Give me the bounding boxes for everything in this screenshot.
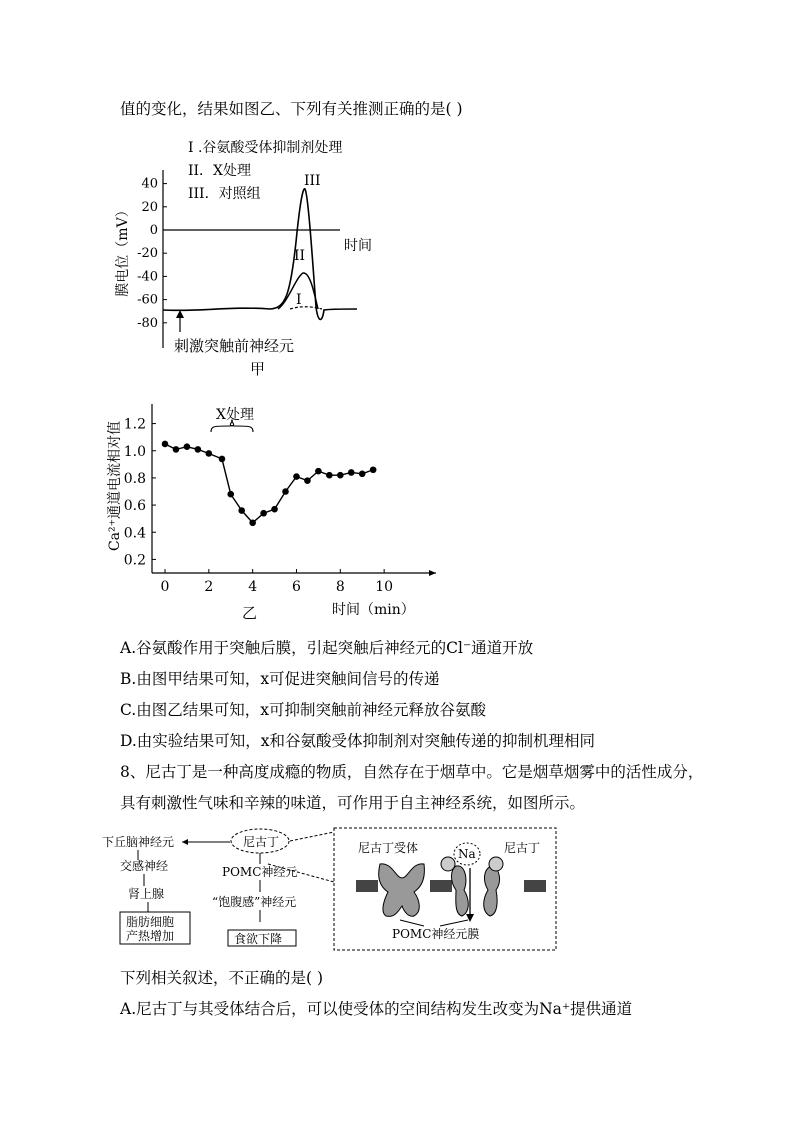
data-point <box>162 441 169 448</box>
y-tick-label: -40 <box>137 269 158 285</box>
data-point <box>337 472 344 479</box>
y-axis-label: Ca²⁺通道电流相对值 <box>107 420 123 552</box>
x-axis-arrow <box>429 570 436 576</box>
data-point <box>206 450 213 457</box>
legend-item-2: II．X处理 <box>188 163 252 179</box>
question8-followup: 下列相关叙述，不正确的是( ) <box>120 969 324 987</box>
curve-label-I: I <box>296 292 302 308</box>
y-tick-label: -20 <box>137 246 158 262</box>
receptor-right-b <box>484 866 500 916</box>
data-line <box>165 444 373 523</box>
x-tick-label: 8 <box>335 579 345 595</box>
figure-caption-yi: 乙 <box>242 604 258 622</box>
data-point <box>293 473 300 480</box>
fat-line1: 脂肪细胞 <box>126 915 175 929</box>
x-tick-label: 0 <box>160 579 170 595</box>
nicotine2-label: 尼古丁 <box>504 841 541 855</box>
receptor-label: 尼古丁受体 <box>358 841 419 855</box>
y-tick-label: -80 <box>137 315 158 331</box>
y-tick-label: 40 <box>141 176 158 192</box>
data-point <box>173 446 180 453</box>
data-point <box>238 507 245 514</box>
y-tick-label: 0.2 <box>123 552 146 569</box>
y-tick-label: 20 <box>141 199 158 215</box>
question-stem-tail: 值的变化，结果如图乙、下列有关推测正确的是( ) <box>120 100 463 118</box>
sympathetic-label: 交感神经 <box>120 859 169 873</box>
satiety-label: “饱腹感”神经元 <box>212 895 297 909</box>
y-tick-label: 1.2 <box>123 416 146 433</box>
data-point <box>249 519 256 526</box>
option-D[interactable]: D.由实验结果可知，x和谷氨酸受体抑制剂对突触传递的抑制机理相同 <box>120 732 596 750</box>
y-tick-label: 0.8 <box>123 470 146 487</box>
y-tick-label: 0 <box>149 223 158 238</box>
receptor-left <box>379 864 425 917</box>
figure-jia <box>100 132 400 382</box>
appetite-label: 食欲下降 <box>234 932 283 946</box>
x-tick-label: 6 <box>292 579 301 595</box>
stimulus-label: 刺激突触前神经元 <box>174 337 295 355</box>
pomc-label: POMC神经元 <box>222 865 298 879</box>
y-axis-label: 膜电位（mV） <box>115 203 131 297</box>
y-tick-label: 0.6 <box>123 498 146 515</box>
data-point <box>359 471 366 478</box>
data-point <box>315 468 322 475</box>
option-C[interactable]: C.由图乙结果可知，x可抑制突触前神经元释放谷氨酸 <box>120 701 486 719</box>
data-point <box>219 456 226 463</box>
y-tick-label: 0.4 <box>123 525 146 542</box>
receptor-right-a <box>452 866 469 916</box>
option-A[interactable]: A.谷氨酸作用于突触后膜，引起突触后神经元的Cl⁻通道开放 <box>120 639 534 657</box>
legend-item-3: III．对照组 <box>188 186 261 202</box>
membrane-label: POMC神经元膜 <box>392 927 480 941</box>
data-point <box>227 491 234 498</box>
hypothalamus-label: 下丘脑神经元 <box>102 835 175 849</box>
y-tick-label: -60 <box>137 292 158 308</box>
data-point <box>184 443 191 450</box>
fat-line2: 产热增加 <box>126 929 175 943</box>
curve-label-II: II <box>294 248 306 264</box>
plot-area <box>124 404 436 595</box>
data-point <box>304 477 311 484</box>
x-axis-label: 时间 <box>344 238 372 254</box>
curve-III <box>163 189 357 320</box>
y-tick-label: 1.0 <box>123 443 146 460</box>
figure-caption-jia: 甲 <box>250 360 266 378</box>
x-tick-label: 4 <box>248 579 258 595</box>
adrenal-label: 肾上腺 <box>128 887 165 901</box>
option-B[interactable]: B.由图甲结果可知，x可促进突触间信号的传递 <box>120 670 440 688</box>
data-point <box>348 469 355 476</box>
nicotine-diagram <box>100 826 560 952</box>
x-tick-label: 10 <box>375 579 394 595</box>
data-point <box>271 506 278 513</box>
x-treatment-label: X处理 <box>216 407 254 423</box>
data-point <box>282 488 289 495</box>
figure-yi <box>100 398 450 628</box>
x-tick-label: 2 <box>204 579 214 595</box>
data-point <box>195 446 202 453</box>
x-axis-label: 时间（min） <box>332 602 415 618</box>
question8-option-A[interactable]: A.尼古丁与其受体结合后，可以使受体的空间结构发生改变为Na⁺提供通道 <box>120 1000 633 1018</box>
question8-stem-line2: 具有刺激性气味和辛辣的味道，可作用于自主神经系统，如图所示。 <box>120 794 586 812</box>
nicotine-label: 尼古丁 <box>243 835 280 849</box>
legend-item-1: I .谷氨酸受体抑制剂处理 <box>188 140 343 156</box>
data-point <box>370 466 377 473</box>
na-label: Na <box>458 847 476 861</box>
curve-label-III: III <box>304 173 321 189</box>
question8-stem-line1: 8、尼古丁是一种高度成瘾的物质，自然存在于烟草中。它是烟草烟雾中的活性成分， <box>120 763 704 781</box>
data-point <box>326 472 333 479</box>
data-point <box>260 510 267 517</box>
